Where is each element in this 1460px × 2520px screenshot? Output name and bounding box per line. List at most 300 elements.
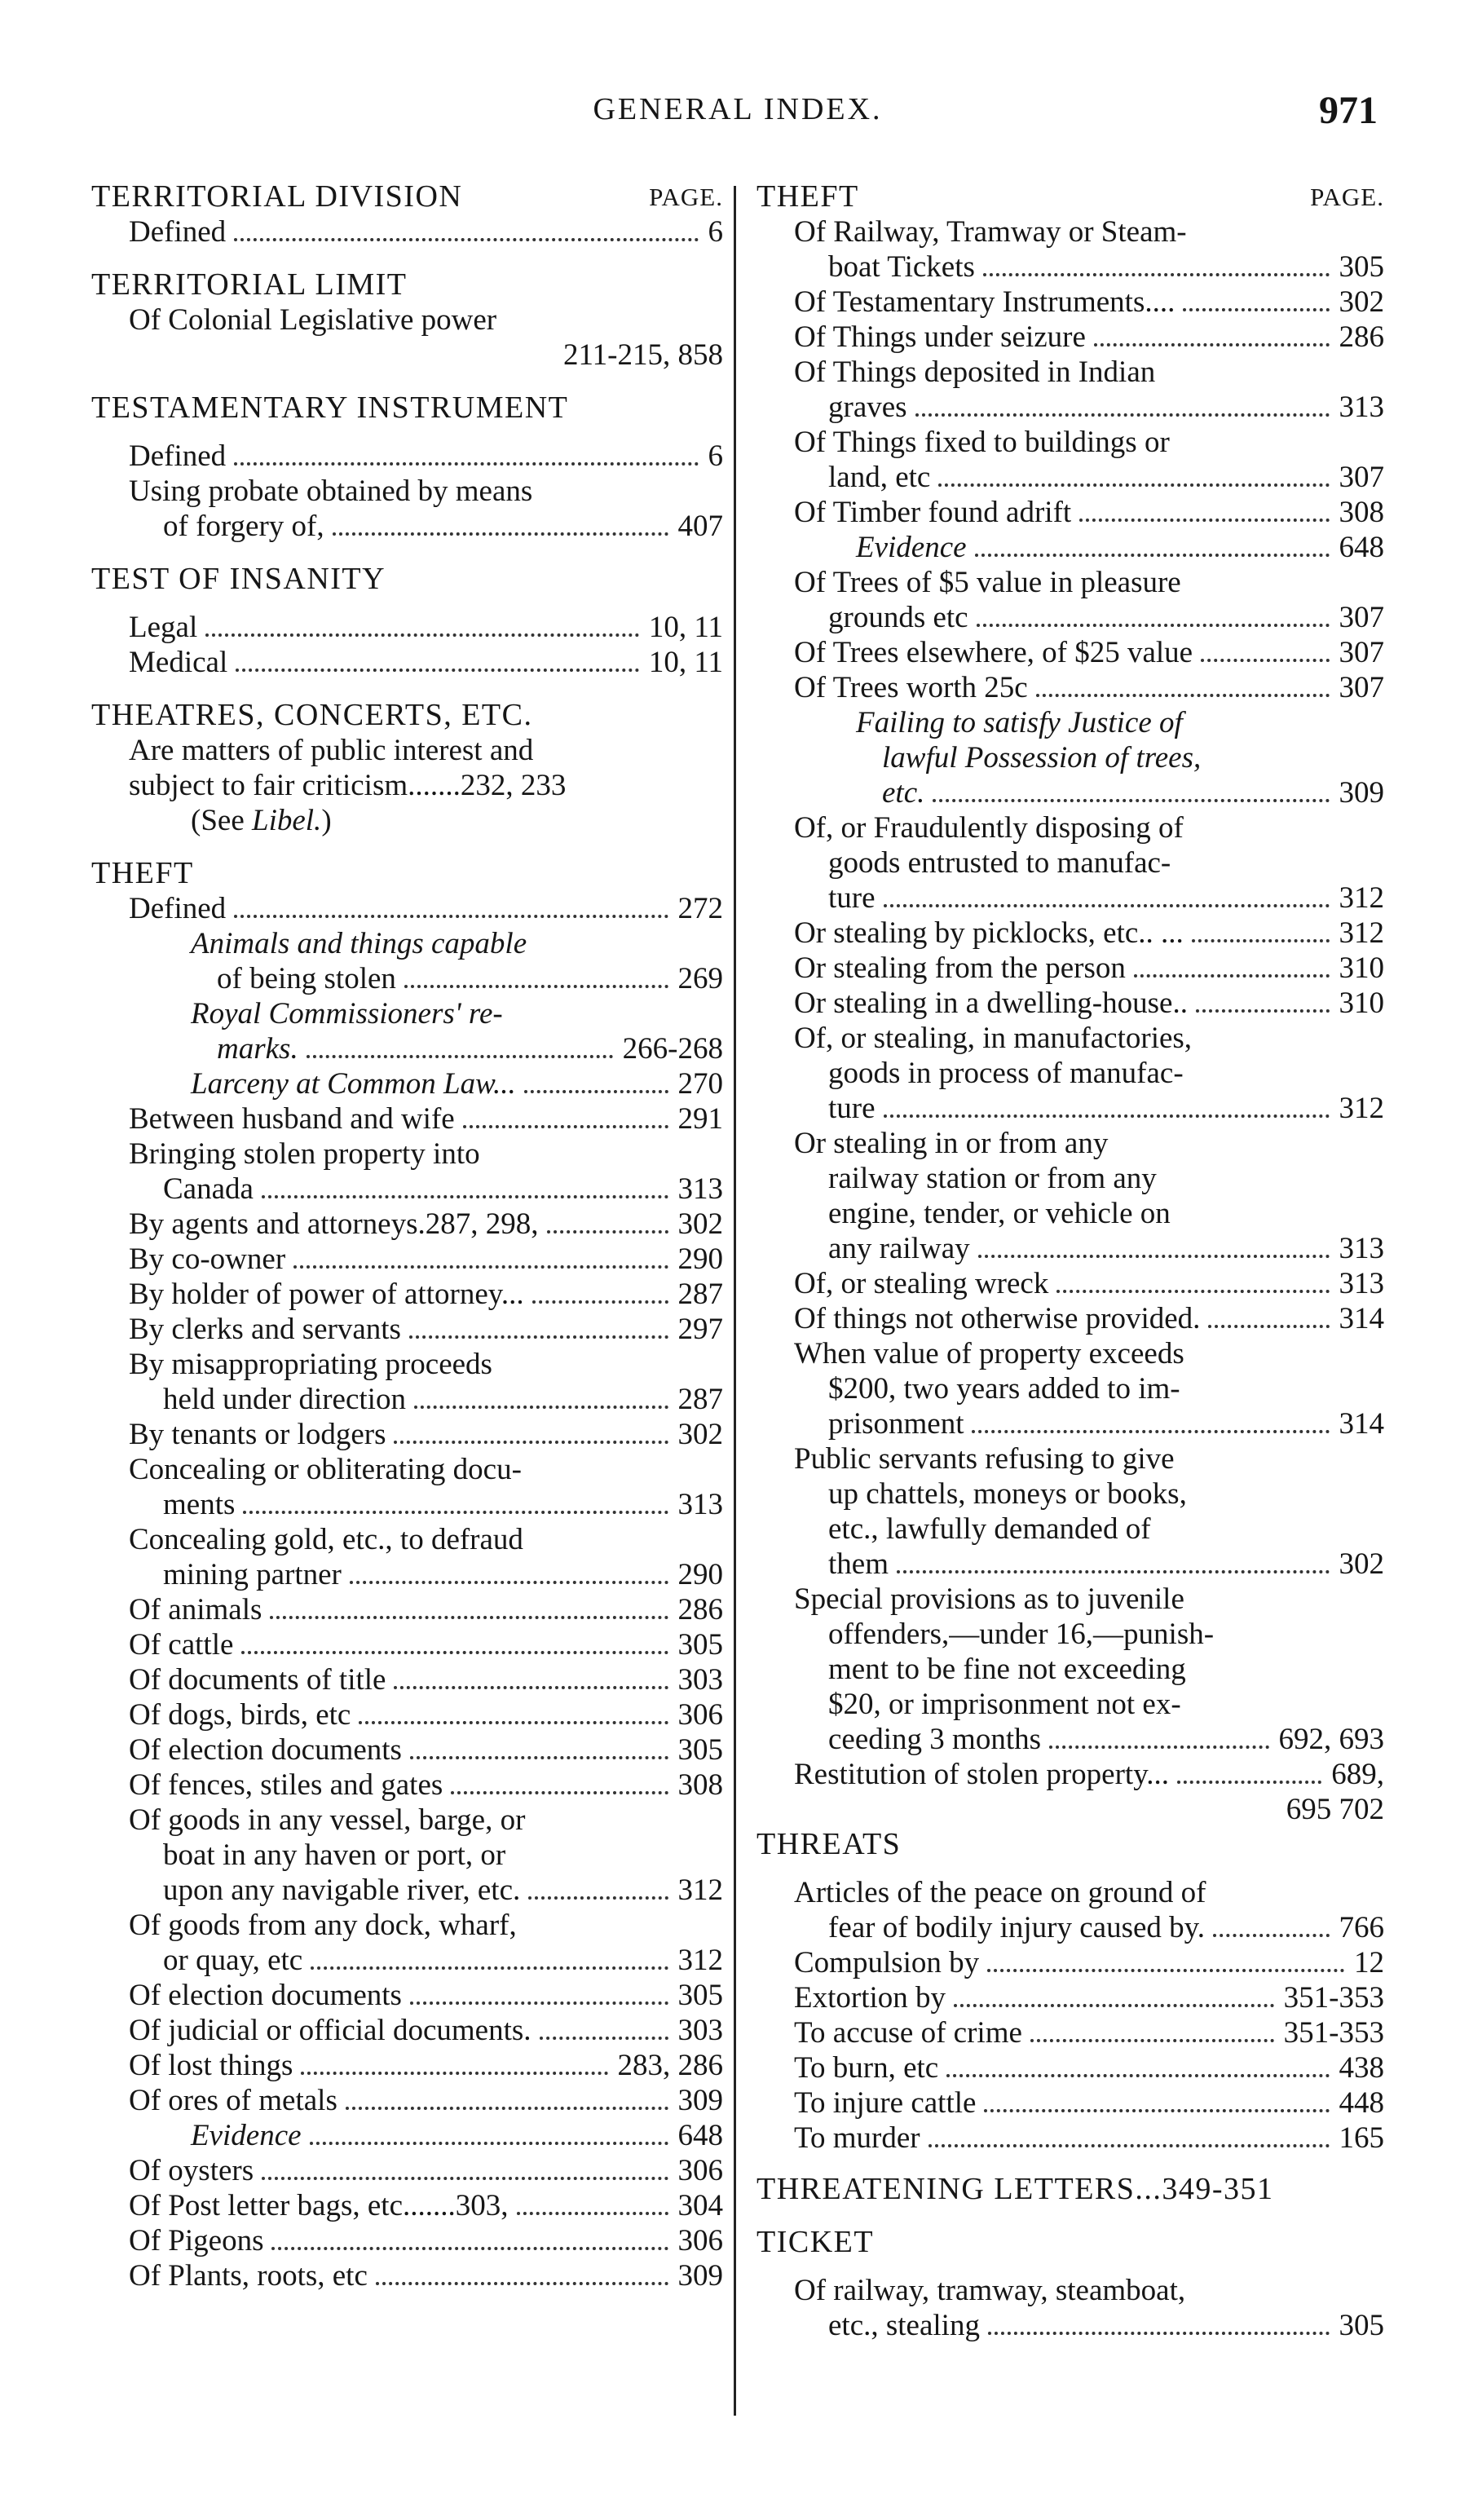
index-entry: [91, 645, 723, 680]
entry-text: $200, two years added to im-: [828, 1372, 1180, 1406]
index-entry: [756, 390, 1384, 425]
index-entry: [91, 1207, 723, 1242]
entry-page-ref: 313: [677, 1488, 723, 1521]
entry-text: Of goods from any dock, wharf,: [129, 1909, 517, 1942]
entry-text: Defined: [129, 215, 227, 249]
index-entry: [756, 1336, 1384, 1371]
index-entry: [756, 810, 1384, 845]
entry-text: Of, or stealing wreck: [794, 1267, 1049, 1300]
entry-text: Of dogs, birds, etc: [129, 1698, 351, 1732]
dot-leader: [1036, 694, 1330, 697]
dot-leader: [234, 238, 699, 241]
entry-text: any railway: [828, 1232, 970, 1265]
index-entry: [91, 610, 723, 645]
dot-leader: [410, 2001, 668, 2005]
entry-page-ref: 351-353: [1283, 1981, 1384, 2015]
entry-text: Animals and things capable: [191, 927, 527, 960]
index-entry: [756, 495, 1384, 530]
dot-leader: [376, 2282, 668, 2285]
index-entry: [91, 1382, 723, 1417]
entry-text: By holder of power of attorney...: [129, 1278, 524, 1311]
dot-leader: [972, 1430, 1330, 1433]
entry-page-ref: 313: [1339, 1232, 1384, 1265]
entry-page-ref: 302: [677, 1207, 723, 1241]
dot-leader: [897, 1570, 1330, 1573]
entry-text: Of Trees worth 25c: [794, 671, 1028, 704]
entry-page-ref: 287: [677, 1278, 723, 1311]
index-entry: [91, 1627, 723, 1662]
dot-leader: [1213, 1934, 1330, 1937]
index-entry: [91, 214, 723, 249]
entry-text: TICKET: [756, 2225, 875, 2259]
index-entry: [756, 460, 1384, 495]
index-heading: [756, 2172, 1384, 2207]
index-entry: [756, 1161, 1384, 1196]
entry-text: To burn, etc: [794, 2051, 939, 2085]
index-entry: [756, 320, 1384, 355]
dot-leader: [414, 1406, 668, 1409]
index-entry: [756, 740, 1384, 775]
index-entry: [91, 891, 723, 926]
entry-text: Medical: [129, 646, 228, 679]
index-entry: [756, 670, 1384, 705]
entry-page-ref: 689,: [1331, 1758, 1384, 1791]
entry-text: Larceny at Common Law...: [191, 1067, 516, 1101]
dot-leader: [1177, 1781, 1321, 1784]
entry-text: Bringing stolen property into: [129, 1137, 480, 1171]
entry-text: Defined: [129, 892, 227, 925]
index-entry: [91, 509, 723, 544]
dot-leader: [1079, 519, 1330, 522]
entry-text: Or stealing from the person: [794, 951, 1126, 985]
entry-page-ref: PAGE.: [649, 183, 723, 211]
entry-page-ref: 6: [708, 215, 723, 249]
entry-text: THREATENING LETTERS...349-351: [756, 2172, 1274, 2206]
index-entry: [91, 961, 723, 996]
entry-page-ref: 310: [1339, 951, 1384, 985]
index-entry: [91, 1557, 723, 1592]
entry-text: Of Things deposited in Indian: [794, 355, 1156, 389]
index-entry: [756, 1757, 1384, 1792]
index-heading: [91, 391, 723, 426]
dot-leader: [236, 669, 639, 672]
entry-page-ref: 309: [677, 2084, 723, 2117]
index-entry: [756, 2015, 1384, 2050]
entry-text: boat in any haven or port, or: [163, 1838, 506, 1872]
index-entry: [91, 2153, 723, 2188]
entry-page-ref: 309: [677, 2259, 723, 2293]
dot-leader: [928, 2144, 1330, 2147]
dot-leader: [524, 1090, 668, 1093]
dot-leader: [310, 2142, 668, 2145]
entry-page-ref: 306: [677, 2224, 723, 2257]
running-header: [98, 88, 1378, 137]
dot-leader: [987, 1969, 1344, 1972]
index-entry: [756, 1652, 1384, 1687]
entry-page-ref: 290: [677, 1242, 723, 1276]
entry-page-ref: 10, 11: [648, 646, 723, 679]
dot-leader: [1196, 1009, 1330, 1013]
entry-page-ref: 313: [1339, 391, 1384, 424]
entry-text: Compulsion by: [794, 1946, 980, 1979]
index-entry: [756, 1582, 1384, 1617]
index-entry: [91, 1452, 723, 1487]
dot-leader: [977, 624, 1330, 627]
entry-text: ceeding 3 months: [828, 1723, 1042, 1756]
entry-text: graves: [828, 391, 907, 424]
dot-leader: [540, 2037, 668, 2040]
entry-page-ref: 286: [1339, 320, 1384, 354]
dot-leader: [1094, 343, 1330, 346]
entry-page-ref: 291: [677, 1102, 723, 1136]
index-entry: [756, 565, 1384, 600]
entry-text: Of animals: [129, 1593, 262, 1626]
entry-text: Between husband and wife: [129, 1102, 455, 1136]
entry-text: Special provisions as to juvenile: [794, 1582, 1184, 1616]
index-entry: [756, 1126, 1384, 1161]
entry-text: prisonment: [828, 1407, 964, 1441]
index-heading: [91, 698, 723, 733]
entry-text: To accuse of crime: [794, 2016, 1022, 2050]
dot-leader: [243, 1511, 668, 1514]
dot-leader: [359, 1721, 668, 1724]
index-entry: [756, 1196, 1384, 1231]
entry-text: Defined: [129, 439, 227, 473]
index-entry: [91, 1172, 723, 1207]
entry-text: THREATS: [756, 1827, 902, 1861]
entry-text: Of Things fixed to buildings or: [794, 426, 1170, 459]
index-entry: [91, 2258, 723, 2293]
index-entry: [756, 2050, 1384, 2085]
entry-text: By misappropriating proceeds: [129, 1348, 492, 1381]
index-heading: [756, 2225, 1384, 2260]
index-entry: [91, 439, 723, 474]
entry-text: fear of bodily injury caused by.: [828, 1911, 1206, 1944]
index-entry: [756, 951, 1384, 986]
index-heading: [756, 179, 1384, 214]
entry-page-ref: 12: [1354, 1946, 1384, 1979]
index-entry: [91, 1417, 723, 1452]
entry-text: of forgery of,: [163, 510, 324, 543]
index-entry: [91, 1312, 723, 1347]
page-number: 971: [1319, 89, 1378, 132]
entry-text: subject to fair criticism.......232, 233: [129, 769, 567, 802]
entry-text: Of election documents: [129, 1979, 402, 2012]
entry-text: offenders,—under 16,—punish-: [828, 1617, 1215, 1651]
index-heading: [91, 562, 723, 597]
entry-text: Royal Commissioners' re-: [191, 997, 503, 1031]
entry-page-ref: 305: [1339, 2309, 1384, 2342]
entry-text: ture: [828, 1092, 876, 1125]
entry-page-ref: 307: [1339, 461, 1384, 494]
entry-page-ref: PAGE.: [1310, 183, 1384, 211]
index-entry: [91, 1242, 723, 1277]
index-entry: [756, 425, 1384, 460]
index-entry: [756, 1371, 1384, 1406]
entry-text: Extortion by: [794, 1981, 946, 2015]
entry-page-ref: 287: [677, 1383, 723, 1416]
index-entry: [756, 1231, 1384, 1266]
entry-text: Of Trees elsewhere, of $25 value: [794, 636, 1193, 669]
index-entry: [91, 1978, 723, 2013]
index-entry: [756, 1980, 1384, 2015]
entry-page-ref: 302: [677, 1418, 723, 1451]
entry-page-ref: 312: [677, 1944, 723, 1977]
index-entry: [756, 1266, 1384, 1301]
dot-leader: [1208, 1325, 1330, 1328]
entry-text: Of Pigeons: [129, 2224, 264, 2257]
entry-text: ment to be fine not exceeding: [828, 1653, 1186, 1686]
index-entry: [91, 2118, 723, 2153]
entry-text: Of cattle: [129, 1628, 234, 1662]
entry-text: ture: [828, 881, 876, 915]
entry-text: When value of property exceeds: [794, 1337, 1184, 1370]
dot-leader: [307, 1055, 613, 1058]
dot-leader: [532, 1300, 668, 1304]
dot-leader: [954, 2004, 1274, 2007]
entry-text: Of documents of title: [129, 1663, 386, 1697]
entry-page-ref: 307: [1339, 636, 1384, 669]
index-entry: [91, 2048, 723, 2083]
entry-text: goods entrusted to manufac-: [828, 846, 1171, 880]
dot-leader: [350, 1581, 668, 1584]
entry-text: Are matters of public interest and: [129, 734, 534, 767]
entry-text: Or stealing in or from any: [794, 1127, 1109, 1160]
dot-leader: [1201, 659, 1330, 662]
entry-text: marks.: [217, 1032, 298, 1066]
entry-text: By co-owner: [129, 1242, 286, 1276]
index-entry: [756, 705, 1384, 740]
index-entry: [756, 635, 1384, 670]
entry-text: Of goods in any vessel, barge, or: [129, 1803, 526, 1837]
entry-page-ref: 307: [1339, 671, 1384, 704]
entry-text: or quay, etc: [163, 1944, 303, 1977]
entry-text: To murder: [794, 2121, 920, 2155]
index-entry: [91, 768, 723, 803]
dot-leader: [978, 1255, 1330, 1258]
entry-page-ref: 307: [1339, 601, 1384, 634]
entry-text: Of Colonial Legislative power: [129, 303, 497, 337]
entry-page-ref: 351-353: [1283, 2016, 1384, 2050]
dot-leader: [333, 532, 668, 536]
entry-text: Public servants refusing to give: [794, 1442, 1175, 1476]
entry-text: railway station or from any: [828, 1162, 1157, 1195]
index-entry: [756, 1687, 1384, 1722]
dot-leader: [1183, 308, 1330, 311]
index-entry: [756, 916, 1384, 951]
entry-text: $20, or imprisonment not ex-: [828, 1688, 1181, 1721]
entry-text: Restitution of stolen property...: [794, 1758, 1170, 1791]
dot-leader: [293, 1265, 668, 1269]
index-entry: [756, 530, 1384, 565]
entry-page-ref: 304: [677, 2189, 723, 2222]
entry-page-ref: 306: [677, 1698, 723, 1732]
entry-text: Or stealing by picklocks, etc.. ...: [794, 916, 1184, 950]
dot-leader: [463, 1125, 668, 1128]
entry-page-ref: 310: [1339, 986, 1384, 1020]
dot-leader: [234, 462, 699, 466]
entry-text: Legal: [129, 611, 198, 644]
entry-text: Concealing or obliterating docu-: [129, 1453, 522, 1486]
dot-leader: [1056, 1290, 1330, 1293]
index-entry: [91, 1277, 723, 1312]
index-column-left: [91, 179, 723, 2293]
index-entry: [756, 1722, 1384, 1757]
entry-text: Of things not otherwise provided.: [794, 1302, 1201, 1335]
index-entry: [91, 2083, 723, 2118]
index-entry: [756, 1476, 1384, 1512]
entry-page-ref: 303: [677, 1663, 723, 1697]
entry-page-ref: 312: [1339, 881, 1384, 915]
dot-leader: [983, 273, 1330, 276]
dot-leader: [884, 1114, 1330, 1118]
dot-leader: [984, 2109, 1330, 2112]
entry-page-ref: 283, 286: [617, 2049, 723, 2082]
entry-text: By clerks and servants: [129, 1313, 401, 1346]
dot-leader: [234, 915, 668, 918]
index-entry: [91, 1101, 723, 1136]
index-entry: [91, 803, 723, 838]
index-entry: [756, 285, 1384, 320]
entry-text: etc., stealing: [828, 2309, 980, 2342]
entry-text: (See Libel.): [191, 804, 332, 837]
index-entry: [756, 1910, 1384, 1945]
dot-leader: [988, 2332, 1330, 2335]
entry-page-ref: 438: [1339, 2051, 1384, 2085]
entry-text: TERRITORIAL DIVISION: [91, 179, 463, 214]
entry-text: By agents and attorneys.287, 298,: [129, 1207, 539, 1241]
entry-text: By tenants or lodgers: [129, 1418, 386, 1451]
entry-text: Evidence: [191, 2119, 302, 2152]
index-entry: [756, 2085, 1384, 2121]
index-entry: [91, 926, 723, 961]
entry-text: ments: [163, 1488, 236, 1521]
entry-text: Evidence: [856, 531, 967, 564]
entry-page-ref: 305: [1339, 250, 1384, 284]
entry-page-ref: 306: [677, 2154, 723, 2187]
dot-leader: [1192, 939, 1330, 942]
entry-text: THEATRES, CONCERTS, ETC.: [91, 698, 533, 732]
entry-page-ref: 211-215, 858: [563, 338, 723, 372]
entry-page-ref: 272: [677, 892, 723, 925]
entry-text: Of fences, stiles and gates: [129, 1768, 443, 1802]
index-entry: [756, 1406, 1384, 1441]
entry-text: Of, or stealing, in manufactories,: [794, 1022, 1193, 1055]
entry-text: THEFT: [91, 856, 194, 890]
entry-text: etc.: [882, 776, 925, 810]
dot-leader: [975, 554, 1330, 557]
entry-text: Concealing gold, etc., to defraud: [129, 1523, 523, 1556]
index-entry: [91, 2013, 723, 2048]
index-entry: [756, 249, 1384, 285]
entry-text: land, etc: [828, 461, 931, 494]
dot-leader: [262, 2177, 668, 2180]
entry-text: Articles of the peace on ground of: [794, 1876, 1206, 1909]
index-entry: [756, 1945, 1384, 1980]
index-entry: [91, 1522, 723, 1557]
index-entry: [756, 2121, 1384, 2156]
dot-leader: [451, 1791, 668, 1794]
entry-page-ref: 309: [1339, 776, 1384, 810]
entry-page-ref: 312: [677, 1873, 723, 1907]
dot-leader: [410, 1756, 668, 1759]
entry-text: Of, or Fraudulently disposing of: [794, 811, 1184, 845]
index-entry: [91, 1487, 723, 1522]
entry-page-ref: 6: [708, 439, 723, 473]
entry-text: held under direction: [163, 1383, 406, 1416]
dot-leader: [241, 1651, 668, 1654]
dot-leader: [346, 2107, 668, 2110]
index-entry: [91, 1732, 723, 1768]
dot-leader: [547, 1230, 668, 1234]
index-entry: [756, 1301, 1384, 1336]
index-entry: [91, 1592, 723, 1627]
index-entry: [91, 1031, 723, 1066]
dot-leader: [271, 2247, 668, 2250]
index-entry: [91, 1768, 723, 1803]
index-entry: [91, 1943, 723, 1978]
entry-page-ref: 312: [1339, 1092, 1384, 1125]
dot-leader: [938, 483, 1330, 487]
entry-page-ref: 695 702: [1286, 1793, 1384, 1826]
entry-text: grounds etc: [828, 601, 968, 634]
dot-leader: [394, 1441, 668, 1444]
running-title: GENERAL INDEX.: [593, 92, 883, 126]
entry-text: TEST OF INSANITY: [91, 562, 386, 596]
entry-text: Using probate obtained by means: [129, 474, 533, 508]
entry-text: lawful Possession of trees,: [882, 741, 1202, 775]
entry-page-ref: 313: [1339, 1267, 1384, 1300]
index-heading: [91, 179, 723, 214]
entry-text: Of Trees of $5 value in pleasure: [794, 566, 1181, 599]
entry-page-ref: 305: [677, 1979, 723, 2012]
entry-page-ref: 305: [677, 1628, 723, 1662]
index-entry: [91, 1873, 723, 1908]
entry-page-ref: 312: [1339, 916, 1384, 950]
entry-text: engine, tender, or vehicle on: [828, 1197, 1171, 1230]
entry-text: etc., lawfully demanded of: [828, 1512, 1151, 1546]
entry-text: Of lost things: [129, 2049, 293, 2082]
entry-page-ref: 692, 693: [1278, 1723, 1384, 1756]
index-entry: [756, 600, 1384, 635]
entry-page-ref: 266-268: [622, 1032, 723, 1066]
entry-page-ref: 648: [677, 2119, 723, 2152]
column-divider: [734, 186, 736, 2416]
entry-text: Of Things under seizure: [794, 320, 1086, 354]
index-entry: [756, 986, 1384, 1021]
dot-leader: [409, 1335, 668, 1339]
dot-leader: [946, 2074, 1330, 2077]
index-entry: [91, 733, 723, 768]
entry-text: of being stolen: [217, 962, 396, 995]
entry-text: Of railway, tramway, steamboat,: [794, 2274, 1186, 2307]
entry-text: boat Tickets: [828, 250, 975, 284]
dot-leader: [270, 1616, 668, 1619]
entry-text: Of Post letter bags, etc.......303,: [129, 2189, 509, 2222]
index-entry: [756, 1091, 1384, 1126]
entry-page-ref: 313: [677, 1172, 723, 1206]
entry-page-ref: 269: [677, 962, 723, 995]
entry-text: TESTAMENTARY INSTRUMENT: [91, 391, 569, 425]
entry-text: Of Testamentary Instruments....: [794, 285, 1175, 319]
entry-page-ref: 407: [677, 510, 723, 543]
index-entry: [756, 1547, 1384, 1582]
dot-leader: [517, 2212, 668, 2215]
entry-page-ref: 308: [1339, 496, 1384, 529]
index-entry: [91, 1838, 723, 1873]
dot-leader: [528, 1896, 668, 1900]
index-entry: [91, 302, 723, 338]
